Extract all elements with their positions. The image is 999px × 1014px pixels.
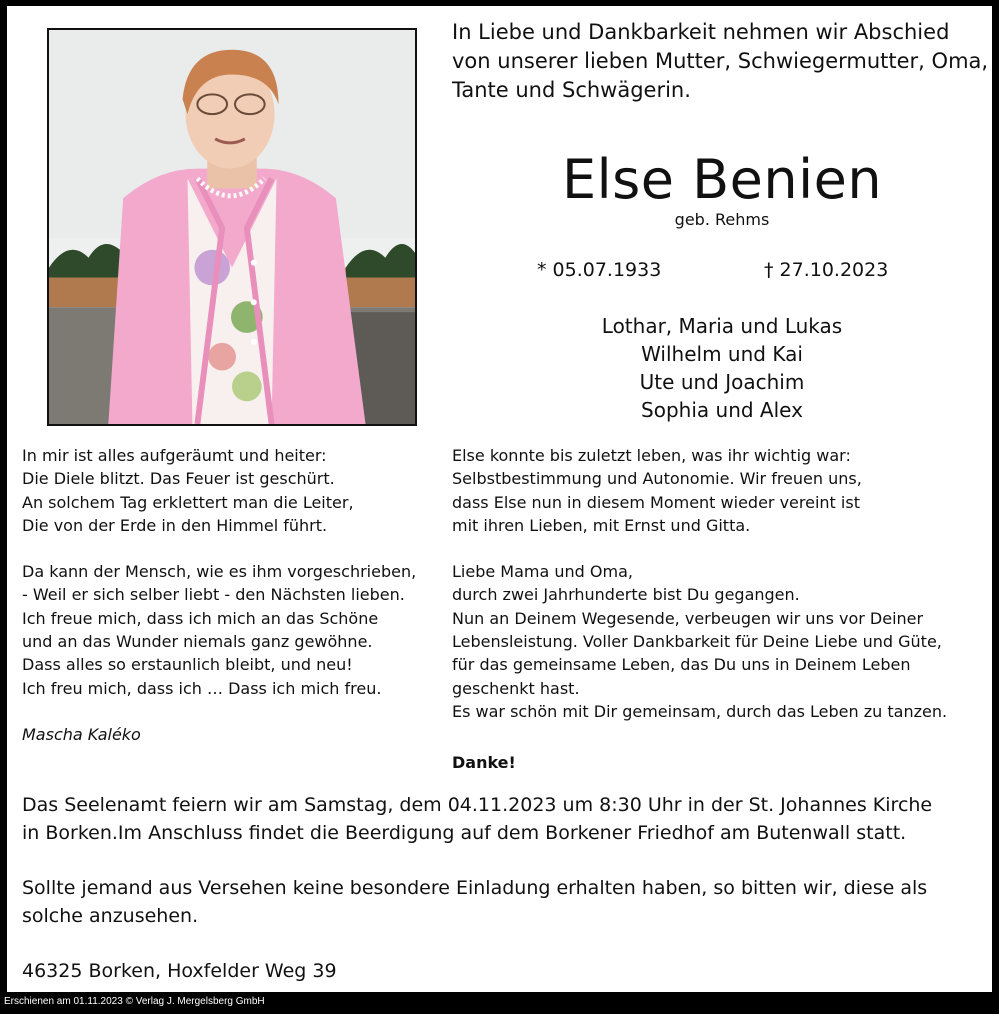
tribute-paragraph (452, 560, 992, 723)
poem-line: Ich freue mich, dass ich mich an das Schöne (22, 608, 379, 628)
tribute-paragraph (452, 444, 992, 537)
poem-line: Ich freu mich, dass ich … Dass ich mich freu. (22, 678, 382, 698)
death-date: † 27.10.2023 (764, 259, 889, 281)
poem-line: An solchem Tag erklettert man die Leiter, (22, 492, 354, 512)
intro-line: von unserer lieben Mutter, Schwiegermutter, Oma, (452, 49, 989, 73)
tribute-line: durch zwei Jahrhunderte bist Du gegangen. (452, 585, 800, 605)
portrait-photo (47, 28, 417, 426)
family-line: Sophia und Alex (641, 398, 803, 422)
poem-line: Die Diele blitzt. Das Feuer ist geschürt. (22, 469, 335, 489)
family-list (452, 312, 992, 424)
family-line: Wilhelm und Kai (641, 342, 803, 366)
intro-line: Tante und Schwägerin. (452, 78, 691, 102)
tribute-line: Es war schön mit Dir gemeinsam, durch das Leben zu tanzen. (452, 701, 948, 721)
notice-line: solche anzusehen. (22, 904, 199, 927)
family-line: Ute und Joachim (639, 370, 805, 394)
intro-line: In Liebe und Dankbarkeit nehmen wir Abschied (452, 20, 950, 44)
tribute-line: geschenkt hast. (452, 678, 580, 698)
portrait-illustration (49, 30, 415, 424)
tribute-line: für das gemeinsame Leben, das Du uns in Deinem Leben (452, 655, 911, 675)
notice-address: 46325 Borken, Hoxfelder Weg 39 (22, 960, 337, 982)
tribute-line: Else konnte bis zuletzt leben, was ihr wichtig war: (452, 446, 851, 465)
tribute-line: Liebe Mama und Oma, (452, 562, 633, 582)
publisher-footer: Erschienen am 01.11.2023 © Verlag J. Mergelsberg GmbH (4, 996, 265, 1007)
notice-paragraph (22, 792, 987, 847)
tribute-line: mit ihren Lieben, mit Ernst und Gitta. (452, 515, 751, 535)
notice-line: Das Seelenamt feiern wir am Samstag, dem 04.11.2023 um 8:30 Uhr in der St. Johannes Kirche (22, 794, 933, 816)
tribute-line: Nun an Deinem Wegesende, verbeugen wir uns vor Deiner (452, 608, 924, 628)
obituary-page (7, 6, 992, 992)
poem-line: Die von der Erde in den Himmel führt. (22, 515, 328, 535)
poem-stanza (22, 444, 442, 537)
poem-stanza (22, 560, 442, 700)
tribute-line: dass Else nun in diesem Moment wieder vereint ist (452, 492, 860, 512)
thanks-text: Danke! (452, 753, 516, 772)
notice-line: in Borken.Im Anschluss findet die Beerdigung auf dem Borkener Friedhof am Butenwall statt. (22, 821, 907, 844)
poem-line: Da kann der Mensch, wie es ihm vorgeschrieben, (22, 562, 417, 582)
poem-line: und an das Wunder niemals ganz gewöhne. (22, 632, 373, 652)
notice-paragraph (22, 875, 987, 930)
poem-line: In mir ist alles aufgeräumt und heiter: (22, 446, 327, 465)
deceased-name: Else Benien (561, 148, 883, 211)
funeral-notice (22, 792, 987, 1014)
poem-line: Dass alles so erstaunlich bleibt, und neu! (22, 655, 353, 675)
family-line: Lothar, Maria und Lukas (601, 314, 843, 338)
maiden-name: geb. Rehms (674, 210, 770, 229)
tribute-text (452, 444, 992, 746)
poem (22, 444, 442, 723)
notice-line: Sollte jemand aus Versehen keine besondere Einladung erhalten haben, so bitten wir, diese als (22, 877, 928, 899)
intro-text (452, 18, 992, 105)
tribute-line: Selbstbestimmung und Autonomie. Wir freuen uns, (452, 469, 862, 489)
poem-author: Mascha Kaléko (22, 725, 141, 744)
tribute-line: Lebensleistung. Voller Dankbarkeit für Deine Liebe und Güte, (452, 632, 942, 652)
birth-date: * 05.07.1933 (537, 259, 662, 281)
poem-line: - Weil er sich selber liebt - den Nächsten lieben. (22, 585, 405, 605)
